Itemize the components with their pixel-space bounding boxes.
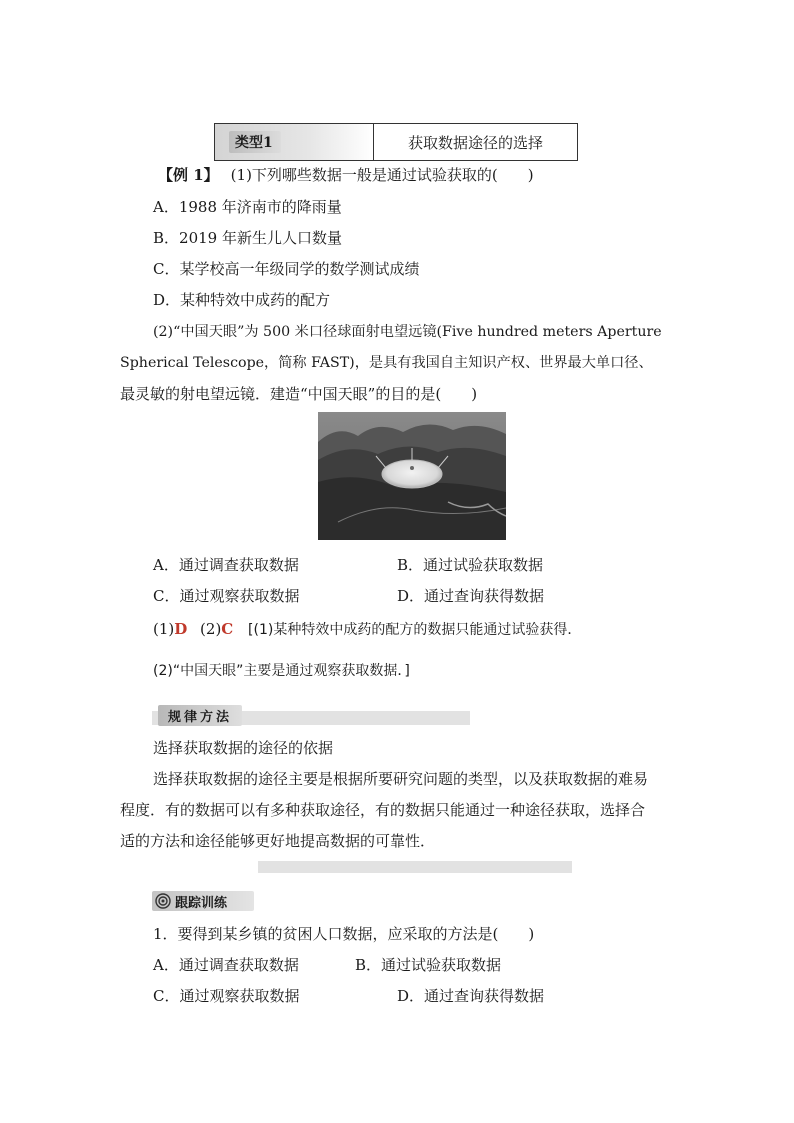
tracking-q1: 1．要得到某乡镇的贫困人口数据，应采取的方法是( ): [153, 925, 535, 943]
example-q2-line-3: 最灵敏的射电望远镜．建造“中国天眼”的目的是( ): [120, 385, 478, 403]
tracking-title: 跟踪训练: [175, 895, 228, 911]
tracking-option-a: A．通过调查获取数据: [153, 956, 299, 974]
type-tag: 类型1: [229, 131, 281, 153]
method-heading: 选择获取数据的途径的依据: [153, 739, 334, 757]
example-q2-line-1: (2)“中国天眼”为 500 米口径球面射电望远镜(Five hundred meters Aperture: [153, 324, 662, 340]
example-q2-option-b: B．通过试验获取数据: [397, 556, 544, 574]
tracking-title-tag: [152, 891, 254, 911]
example-q1-option-d: D．某种特效中成药的配方: [153, 291, 331, 309]
example-q2-option-c: C．通过观察获取数据: [153, 587, 300, 605]
type-title: 获取数据途径的选择: [407, 133, 543, 152]
example-question-1: [158, 164, 534, 185]
method-line-2: 程度．有的数据可以有多种获取途径，有的数据只能通过一种途径获取，选择合: [120, 801, 646, 819]
fast-telescope-photo: [318, 412, 506, 540]
answer-explain-1: [(1)某种特效中成药的配方的数据只能通过试验获得．: [248, 622, 582, 638]
type-box: [214, 123, 578, 161]
method-line-1: 选择获取数据的途径主要是根据所要研究问题的类型，以及获取数据的难易: [153, 770, 649, 788]
example-label: 【例 1】: [158, 166, 219, 184]
answer-prefix-2: (2): [200, 620, 222, 638]
answer-explain-2: (2)“中国天眼”主要是通过观察获取数据．]: [153, 663, 410, 679]
answer-prefix-1: (1): [153, 620, 175, 638]
type-box-left: [215, 124, 374, 160]
target-icon: [155, 893, 171, 909]
answer-line-1: [153, 619, 581, 639]
tracking-option-c: C．通过观察获取数据: [153, 987, 300, 1005]
method-line-3: 适的方法和途径能够更好地提高数据的可靠性．: [120, 832, 436, 850]
method-tag: 规律方法: [158, 705, 242, 726]
answer-1: D: [174, 620, 188, 638]
tracking-option-b: B．通过试验获取数据: [355, 956, 502, 974]
example-q1-option-a: A．1988 年济南市的降雨量: [153, 198, 342, 216]
example-q1-text: (1)下列哪些数据一般是通过试验获取的( ): [230, 166, 534, 184]
answer-2: C: [221, 620, 234, 638]
fast-telescope-illustration: [318, 412, 506, 540]
example-q2-option-a: A．通过调查获取数据: [153, 556, 299, 574]
example-q1-option-c: C．某学校高一年级同学的数学测试成绩: [153, 260, 420, 278]
example-q2-line-2: Spherical Telescope，简称 FAST)，是具有我国自主知识产权、世界最大单口径、: [120, 355, 653, 371]
example-q2-option-d: D．通过查询获得数据: [397, 587, 545, 605]
example-q1-option-b: B．2019 年新生儿人口数量: [153, 229, 342, 247]
divider-band: [258, 861, 572, 873]
tracking-option-d: D．通过查询获得数据: [397, 987, 545, 1005]
